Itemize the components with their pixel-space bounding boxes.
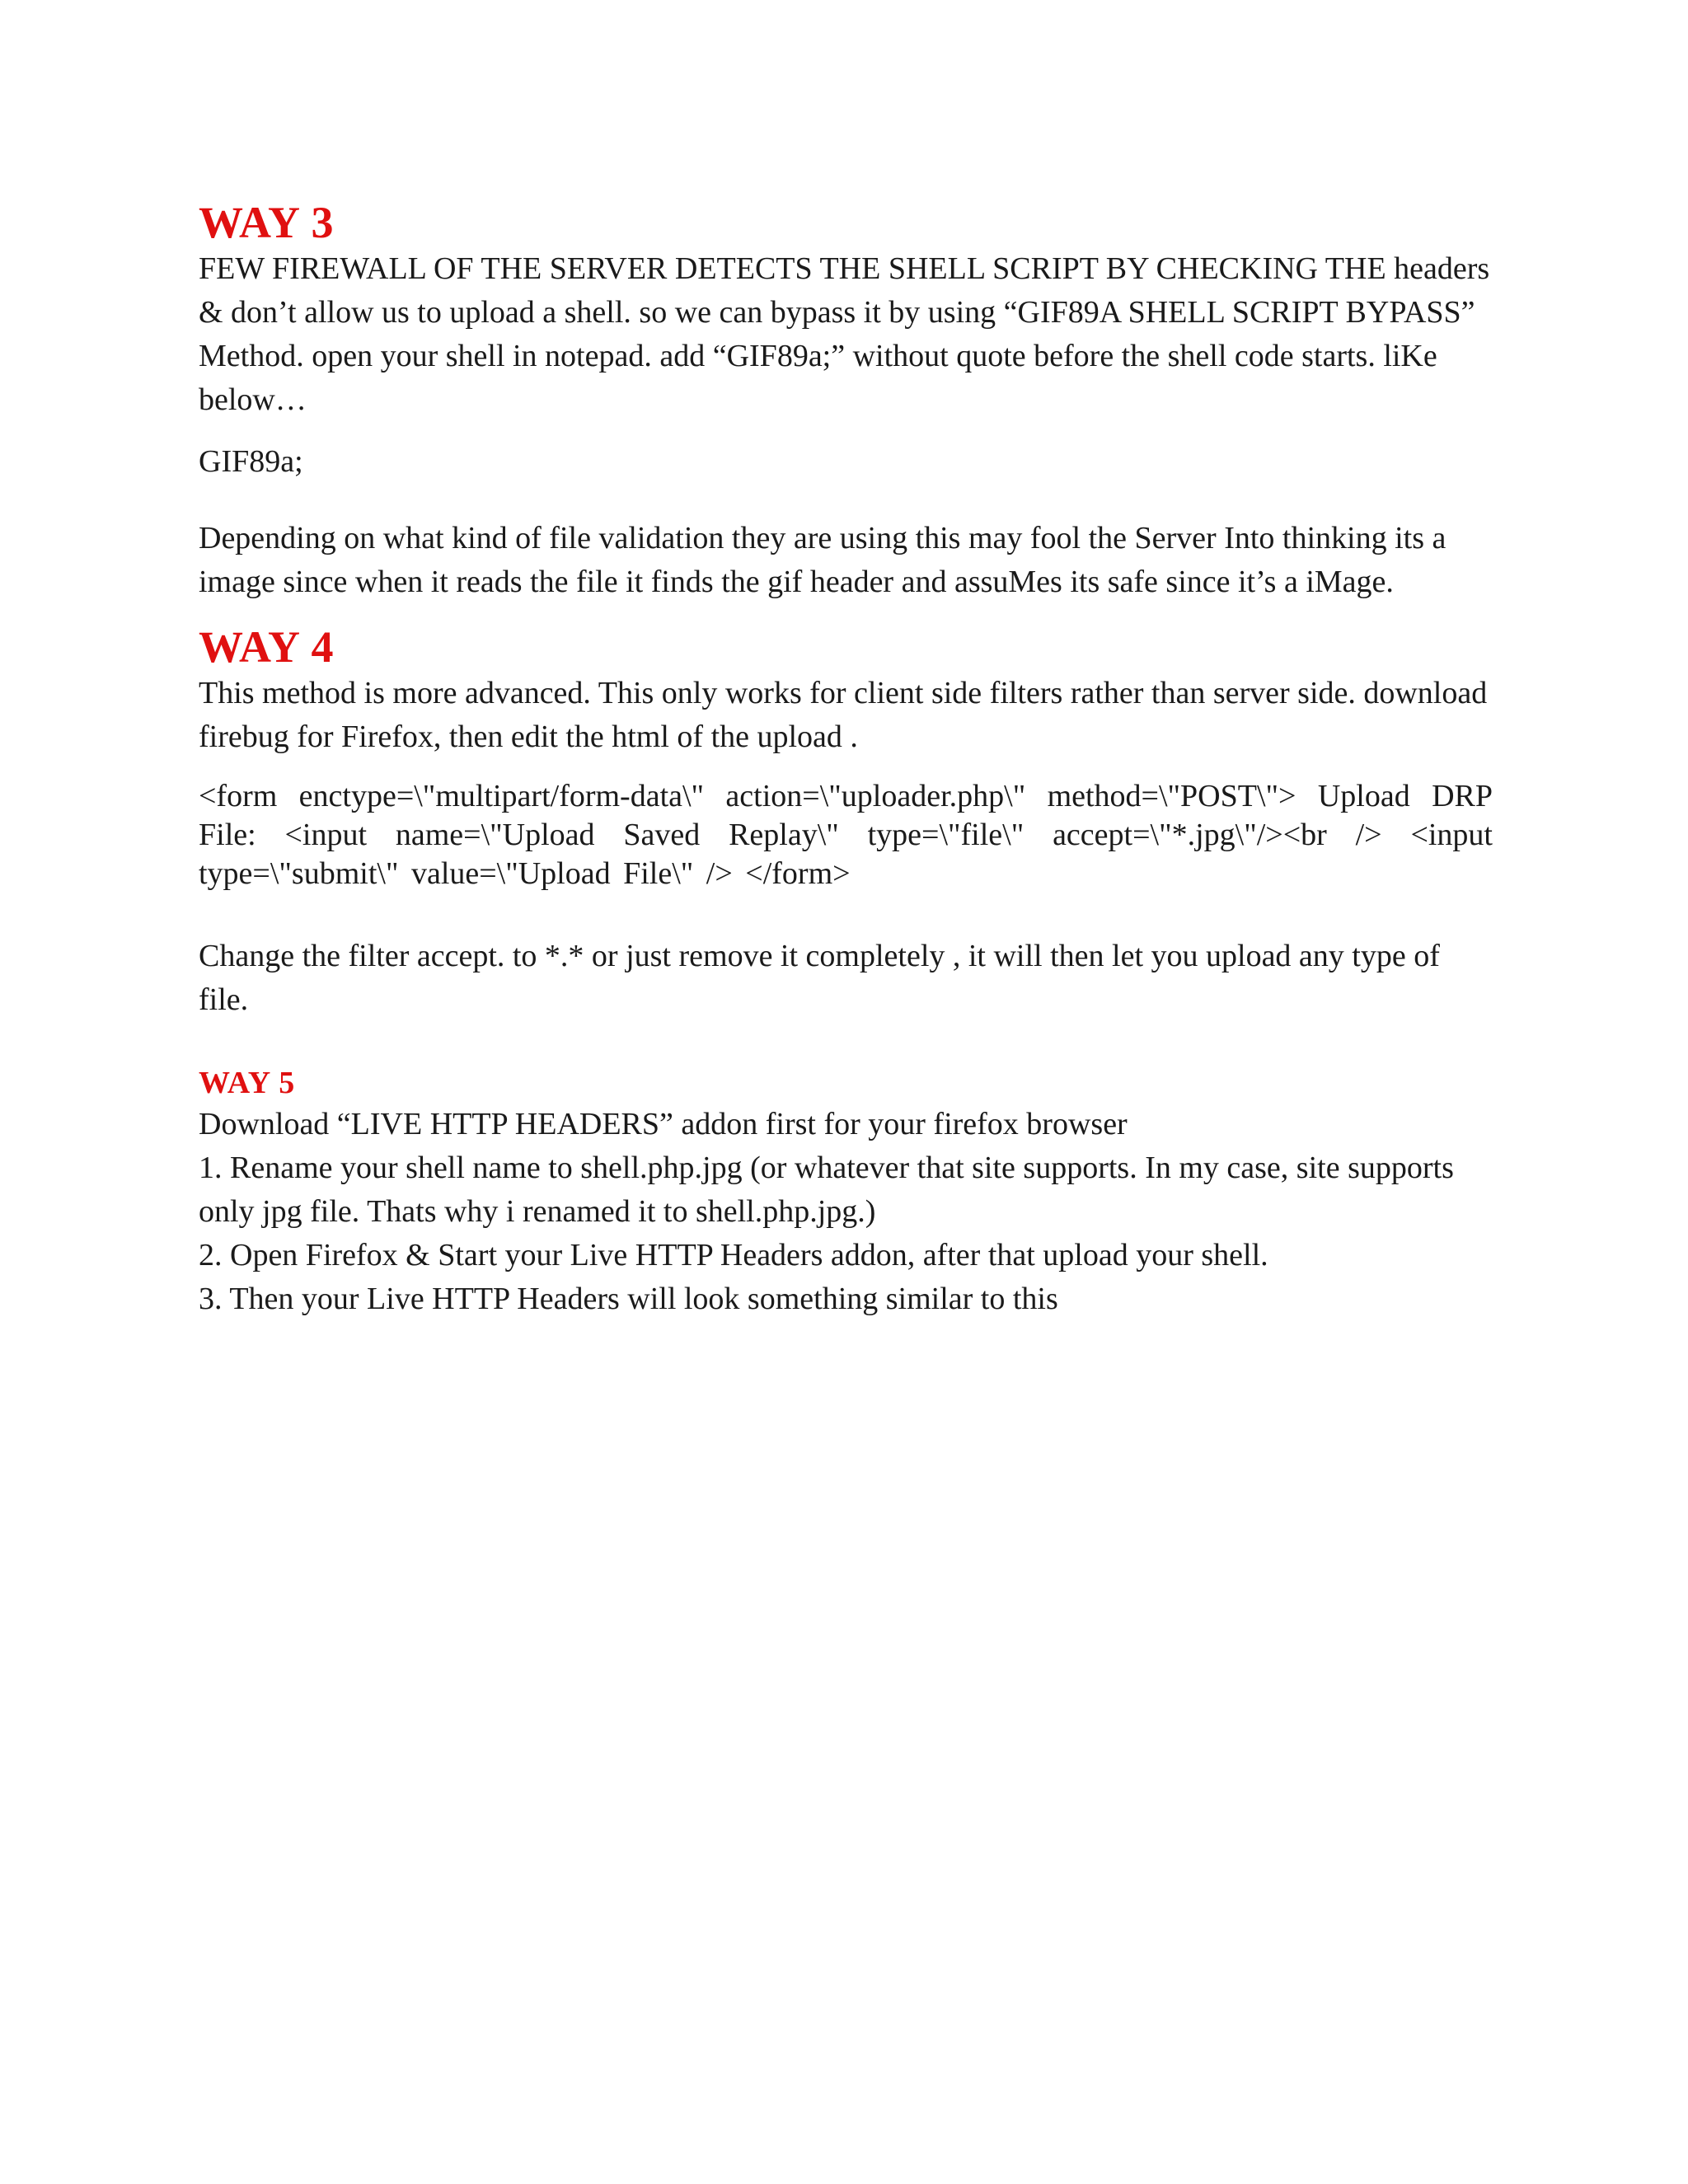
- list-item: 2. Open Firefox & Start your Live HTTP Headers addon, after that upload your shell.: [199, 1238, 1268, 1272]
- list-item: 1. Rename your shell name to shell.php.jpg (or whatever that site supports. In my case, site supports only jpg file. Thats why i renamed it to shell.php.jpg.): [199, 1151, 1454, 1229]
- section-paragraph: FEW FIREWALL OF THE SERVER DETECTS THE SHELL SCRIPT BY CHECKING THE headers & don’t allow us to upload a shell. so we can bypass it by using “GIF89A SHELL SCRIPT BYPASS” Method. open your shell in notepad. add “GIF89a;” without quote before the shell code starts. liKe below…: [199, 251, 1490, 417]
- list-item: 3. Then your Live HTTP Headers will look something similar to this: [199, 1282, 1058, 1316]
- section-heading: WAY 3: [199, 198, 335, 247]
- document-content: [199, 198, 1493, 1321]
- section-way-3: [199, 198, 1493, 604]
- section-way-4: [199, 622, 1493, 1022]
- section-heading: WAY 4: [199, 622, 335, 672]
- code-snippet: <form enctype=\"multipart/form-data\" action=\"uploader.php\" method=\"POST\"> Upload DRP File: <input name=\"Upload Saved Replay\" type=\"file\" accept=\"*.jpg\"/><br /> <input type=\"submit\" value=\"Upload File\" /> </form>: [199, 779, 1493, 891]
- section-paragraph: Download “LIVE HTTP HEADERS” addon first for your firefox browser: [199, 1107, 1128, 1141]
- section-heading: WAY 5: [199, 1066, 296, 1100]
- section-paragraph: Depending on what kind of file validation they are using this may fool the Server Into thinking its a image since when it reads the file it finds the gif header and assuMes its safe since it’s a iMage.: [199, 521, 1447, 599]
- section-paragraph: This method is more advanced. This only works for client side filters rather than server side. download firebug for Firefox, then edit the html of the upload .: [199, 676, 1488, 754]
- section-paragraph: Change the filter accept. to *.* or just remove it completely , it will then let you upload any type of file.: [199, 939, 1440, 1017]
- section-way-5: [199, 1063, 1493, 1321]
- code-snippet: GIF89a;: [199, 444, 303, 479]
